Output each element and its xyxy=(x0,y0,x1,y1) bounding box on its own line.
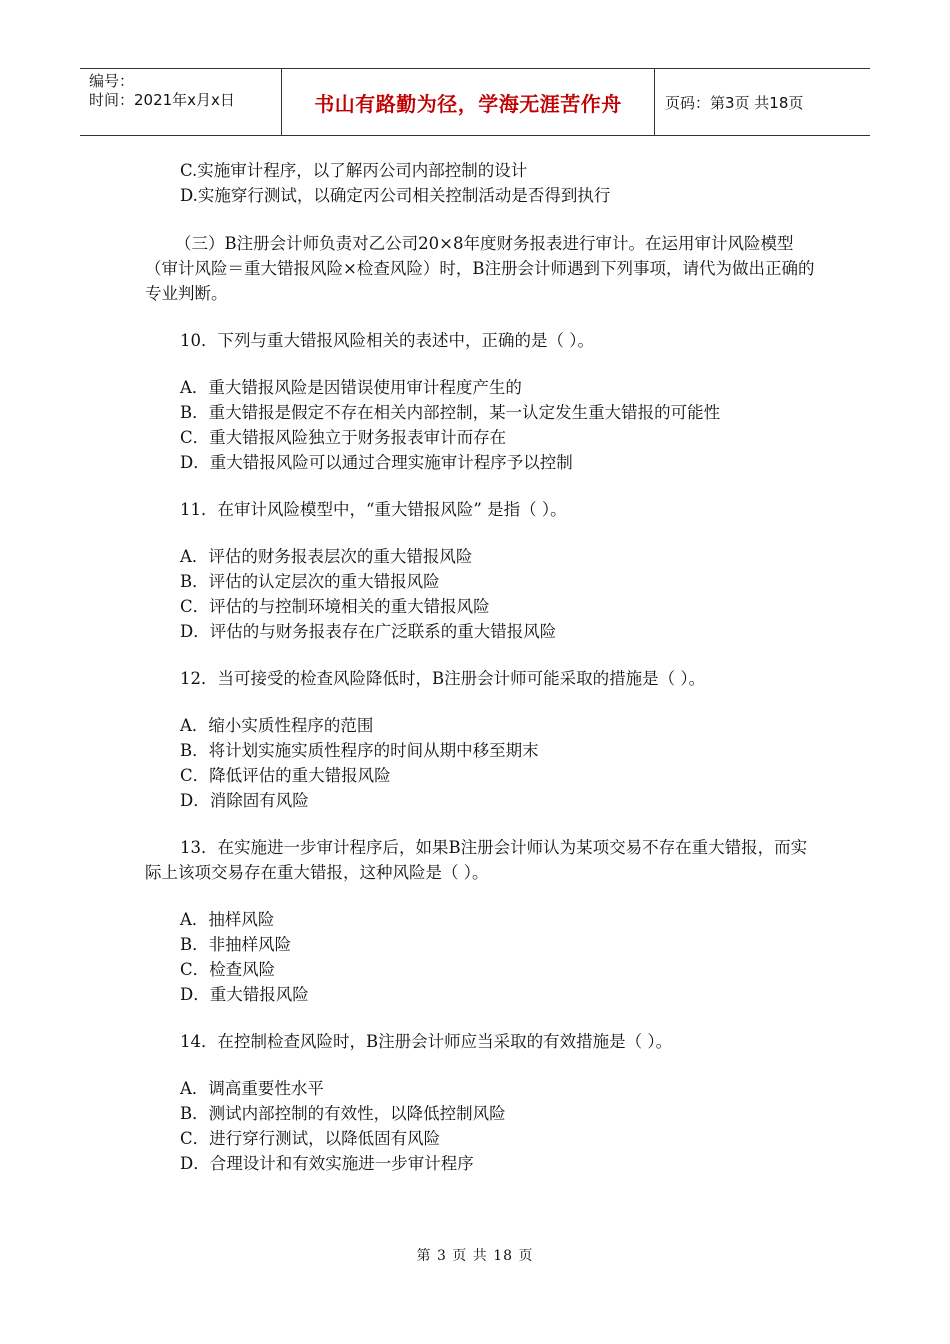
question-13-option-c: C．检查风险 xyxy=(180,960,276,979)
time-label: 时间：2021年x月x日 xyxy=(89,91,235,109)
question-13-stem: 13．在实施进一步审计程序后，如果B注册会计师认为某项交易不存在重大错报，而实际上该项交易存在重大错报，这种风险是（ ）。 xyxy=(145,838,808,882)
header-meta xyxy=(80,69,281,135)
question-14-option-b: B．测试内部控制的有效性，以降低控制风险 xyxy=(180,1104,506,1123)
question-10-option-c: C．重大错报风险独立于财务报表审计而存在 xyxy=(180,428,507,447)
question-14-option-a: A．调高重要性水平 xyxy=(180,1079,324,1098)
question-12-stem: 12．当可接受的检查风险降低时，B注册会计师可能采取的措施是（ ）。 xyxy=(180,669,706,688)
question-12-option-b: B．将计划实施实质性程序的时间从期中移至期末 xyxy=(180,741,539,760)
question-11-option-b: B．评估的认定层次的重大错报风险 xyxy=(180,572,440,591)
question-12-option-c: C．降低评估的重大错报风险 xyxy=(180,766,391,785)
page-footer: 第 3 页 共 18 页 xyxy=(416,1248,534,1264)
question-10-option-a: A．重大错报风险是因错误使用审计程度产生的 xyxy=(180,378,522,397)
question-12-option-d: D．消除固有风险 xyxy=(180,791,309,810)
question-11-option-a: A．评估的财务报表层次的重大错报风险 xyxy=(180,547,473,566)
question-13-option-d: D．重大错报风险 xyxy=(180,985,309,1004)
question-13-option-a: A．抽样风险 xyxy=(180,910,275,929)
question-10-option-b: B．重大错报是假定不存在相关内部控制，某一认定发生重大错报的可能性 xyxy=(180,403,721,422)
prev-option-c: C.实施审计程序，以了解丙公司内部控制的设计 xyxy=(180,161,528,180)
question-14-stem: 14．在控制检查风险时，B注册会计师应当采取的有效措施是（ ）。 xyxy=(180,1032,673,1051)
section-intro: （三）B注册会计师负责对乙公司20×8年度财务报表进行审计。在运用审计风险模型（审计风险＝重大错报风险×检查风险）时，B注册会计师遇到下列事项，请代为做出正确的专业判断。 xyxy=(145,234,815,303)
question-10-option-d: D．重大错报风险可以通过合理实施审计程序予以控制 xyxy=(180,453,573,472)
question-11-option-c: C．评估的与控制环境相关的重大错报风险 xyxy=(180,597,490,616)
code-label: 编号： xyxy=(89,72,135,90)
question-11-option-d: D．评估的与财务报表存在广泛联系的重大错报风险 xyxy=(180,622,557,641)
question-11-stem: 11．在审计风险模型中，“重大错报风险” 是指（ ）。 xyxy=(180,500,567,519)
question-14-option-d: D．合理设计和有效实施进一步审计程序 xyxy=(180,1154,474,1173)
page-header xyxy=(80,68,870,136)
question-13-option-b: B．非抽样风险 xyxy=(180,935,292,954)
question-12-option-a: A．缩小实质性程序的范围 xyxy=(180,716,374,735)
header-motto: 书山有路勤为径，学海无涯苦作舟 xyxy=(281,69,655,135)
document-body xyxy=(145,158,815,1176)
header-page-label: 页码：第3页 共18页 xyxy=(665,93,804,112)
question-14-option-c: C．进行穿行测试，以降低固有风险 xyxy=(180,1129,441,1148)
question-10-stem: 10．下列与重大错报风险相关的表述中，正确的是（ ）。 xyxy=(180,331,594,350)
prev-option-d: D.实施穿行测试，以确定丙公司相关控制活动是否得到执行 xyxy=(180,186,611,205)
